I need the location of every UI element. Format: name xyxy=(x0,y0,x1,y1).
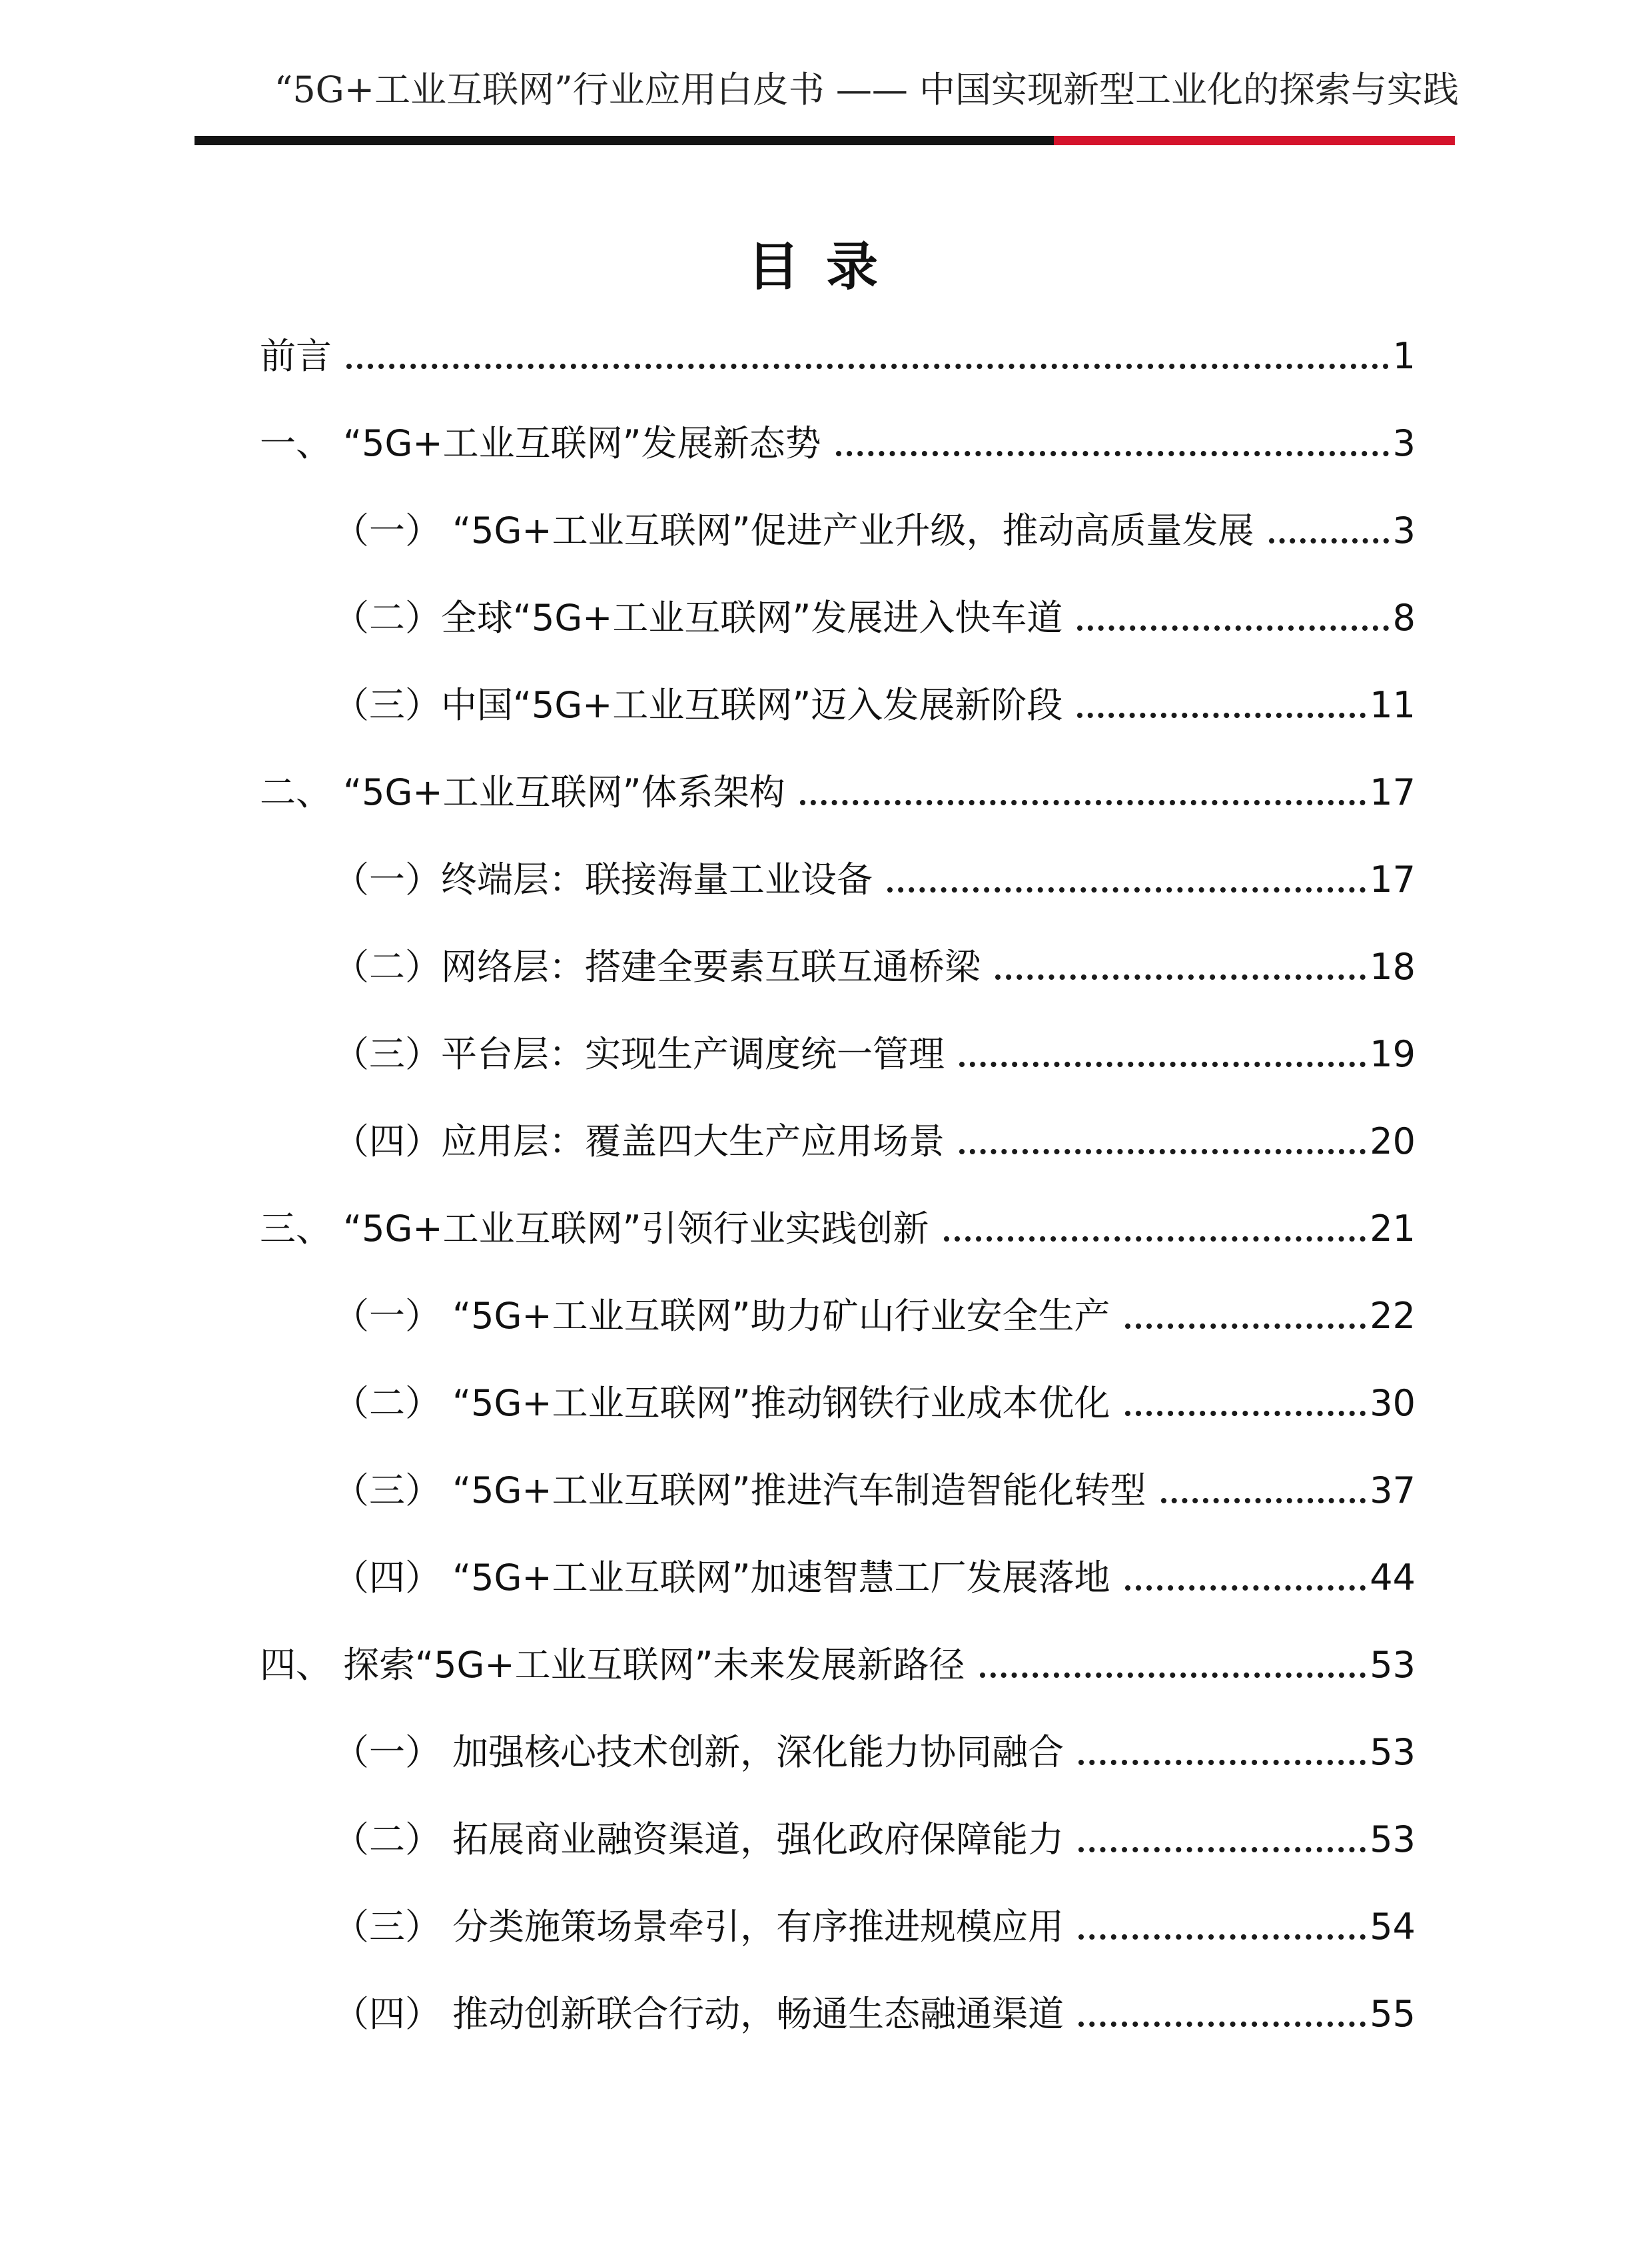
running-header: “5G+工业互联网”行业应用白皮书 —— 中国实现新型工业化的探索与实践 xyxy=(274,69,1459,111)
toc-entry[interactable] xyxy=(260,333,1416,380)
toc-page-number: 1 xyxy=(1392,335,1416,377)
toc-page-number: 21 xyxy=(1370,1208,1416,1250)
toc-page-number: 30 xyxy=(1370,1382,1416,1424)
toc-entry-title: （四） 推动创新联合行动，畅通生态融通渠道 xyxy=(333,1993,1064,2035)
toc-dot-leader xyxy=(1077,625,1388,631)
toc-dot-leader xyxy=(995,974,1366,980)
toc-dot-leader xyxy=(1077,713,1366,718)
toc-entry[interactable] xyxy=(333,944,1416,990)
toc-dot-leader xyxy=(1269,538,1389,544)
toc-entry[interactable] xyxy=(260,1642,1416,1688)
toc-entry[interactable] xyxy=(333,857,1416,903)
toc-entry[interactable] xyxy=(333,1555,1416,1601)
toc-page-number: 37 xyxy=(1370,1469,1416,1511)
toc-dot-leader xyxy=(1078,1847,1366,1852)
toc-entry-title: 三、 “5G+工业互联网”引领行业实践创新 xyxy=(260,1208,929,1250)
toc-title: 目录 xyxy=(747,237,905,297)
toc-entry[interactable] xyxy=(333,1904,1416,1950)
toc-dot-leader xyxy=(1125,1411,1366,1416)
toc-entry-title: 一、 “5G+工业互联网”发展新态势 xyxy=(260,422,821,464)
toc-dot-leader xyxy=(980,1673,1366,1678)
toc-entry[interactable] xyxy=(333,1729,1416,1776)
toc-entry[interactable] xyxy=(333,1031,1416,1078)
toc-entry[interactable] xyxy=(333,1380,1416,1427)
toc-entry[interactable] xyxy=(333,682,1416,729)
toc-dot-leader xyxy=(1125,1323,1366,1329)
toc-page-number: 55 xyxy=(1370,1993,1416,2035)
toc-dot-leader xyxy=(800,800,1366,805)
toc-entry-title: （二）网络层：搭建全要素互联互通桥梁 xyxy=(333,946,981,988)
header-rule-dark xyxy=(195,136,1054,145)
toc-page-number: 17 xyxy=(1370,771,1416,813)
toc-page-number: 53 xyxy=(1370,1818,1416,1860)
toc-dot-leader xyxy=(959,1062,1366,1067)
toc-page-number: 8 xyxy=(1392,597,1416,639)
toc-entry-title: 四、 探索“5G+工业互联网”未来发展新路径 xyxy=(260,1644,965,1686)
toc-entry-title: （二）全球“5G+工业互联网”发展进入快车道 xyxy=(333,597,1063,639)
toc-dot-leader xyxy=(1078,1934,1366,1940)
toc-entry[interactable] xyxy=(333,1118,1416,1165)
toc-entry-title: （三）中国“5G+工业互联网”迈入发展新阶段 xyxy=(333,684,1063,726)
toc-entry[interactable] xyxy=(333,1816,1416,1863)
toc-entry[interactable] xyxy=(260,420,1416,467)
toc-page-number: 44 xyxy=(1370,1557,1416,1599)
toc-entry-title: （三） “5G+工业互联网”推进汽车制造智能化转型 xyxy=(333,1469,1146,1511)
toc-dot-leader xyxy=(1078,1760,1366,1765)
toc-dot-leader xyxy=(1161,1498,1366,1503)
toc-entry-title: （二） “5G+工业互联网”推动钢铁行业成本优化 xyxy=(333,1382,1110,1424)
toc-entry-title: 二、 “5G+工业互联网”体系架构 xyxy=(260,771,785,813)
toc-dot-leader xyxy=(836,451,1389,456)
toc-page-number: 18 xyxy=(1370,946,1416,988)
toc-page-number: 19 xyxy=(1370,1033,1416,1075)
toc-dot-leader xyxy=(944,1236,1366,1242)
toc-dot-leader xyxy=(1125,1585,1366,1591)
toc-entry[interactable] xyxy=(260,769,1416,816)
toc-dot-leader xyxy=(346,364,1389,369)
toc-entry-title: （三） 分类施策场景牵引，有序推进规模应用 xyxy=(333,1906,1064,1948)
header-rule xyxy=(195,136,1455,145)
toc-page-number: 17 xyxy=(1370,859,1416,901)
toc-entry-title: （四）应用层：覆盖四大生产应用场景 xyxy=(333,1120,945,1162)
toc-entry[interactable] xyxy=(260,1206,1416,1252)
toc-page-number: 3 xyxy=(1392,422,1416,464)
toc-entry[interactable] xyxy=(333,1467,1416,1514)
toc-dot-leader xyxy=(887,887,1366,893)
toc-entry-title: （一） “5G+工业互联网”助力矿山行业安全生产 xyxy=(333,1295,1110,1337)
toc-entry-title: （一） “5G+工业互联网”促进产业升级，推动高质量发展 xyxy=(333,510,1254,552)
toc-page-number: 54 xyxy=(1370,1906,1416,1948)
toc-page-number: 20 xyxy=(1370,1120,1416,1162)
toc-entry[interactable] xyxy=(333,595,1416,641)
toc-entry[interactable] xyxy=(333,508,1416,554)
header-rule-accent xyxy=(1054,136,1455,145)
toc-entry-title: 前言 xyxy=(260,335,332,377)
toc-page-number: 3 xyxy=(1392,510,1416,552)
toc-entry[interactable] xyxy=(333,1991,1416,2038)
toc-page-number: 11 xyxy=(1370,684,1416,726)
toc-page-number: 53 xyxy=(1370,1644,1416,1686)
toc-entry-title: （二） 拓展商业融资渠道，强化政府保障能力 xyxy=(333,1818,1064,1860)
toc-dot-leader xyxy=(959,1149,1366,1154)
toc-dot-leader xyxy=(1078,2022,1366,2027)
toc-page-number: 53 xyxy=(1370,1731,1416,1773)
toc-page-number: 22 xyxy=(1370,1295,1416,1337)
toc-entry-title: （一） 加强核心技术创新，深化能力协同融合 xyxy=(333,1731,1064,1773)
toc-entry-title: （三）平台层：实现生产调度统一管理 xyxy=(333,1033,945,1075)
toc-entry[interactable] xyxy=(333,1293,1416,1339)
toc-entry-title: （四） “5G+工业互联网”加速智慧工厂发展落地 xyxy=(333,1557,1110,1599)
toc-entry-title: （一）终端层：联接海量工业设备 xyxy=(333,859,873,901)
